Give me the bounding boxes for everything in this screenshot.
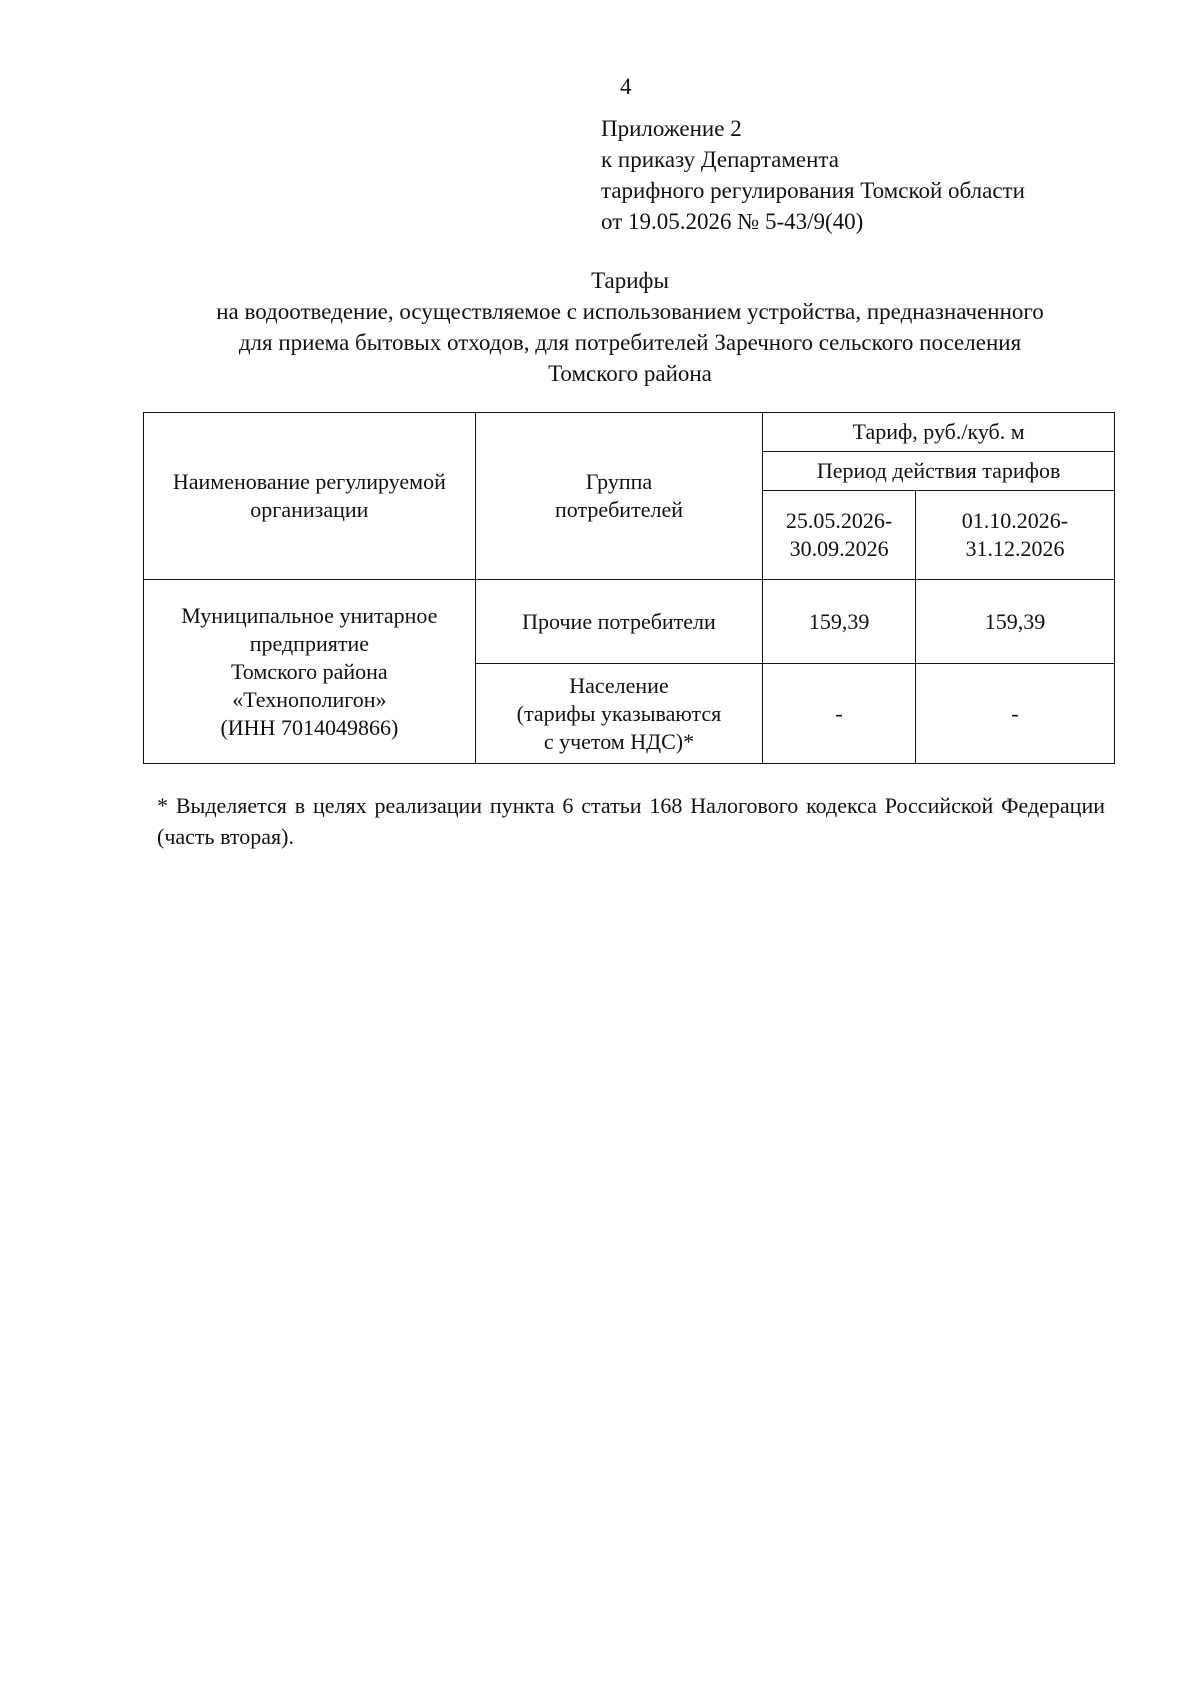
header-organization-line-1: Наименование регулируемой bbox=[172, 469, 446, 494]
consumer-group-note-1: (тарифы указываются bbox=[516, 700, 722, 726]
header-organization bbox=[144, 413, 476, 580]
organization-inn: (ИНН 7014049866) bbox=[220, 714, 399, 740]
period-2-end: 31.12.2026 bbox=[965, 536, 1065, 561]
consumer-group-note-2: с учетом НДС)* bbox=[543, 728, 695, 754]
tariff-value-period-1: - bbox=[763, 664, 916, 764]
header-tariff: Тариф, руб./куб. м bbox=[763, 413, 1115, 452]
header-period: Период действия тарифов bbox=[763, 452, 1115, 491]
organization-line-1: Муниципальное унитарное bbox=[181, 602, 438, 628]
footnote: * Выделяется в целях реализации пункта 6 статьи 168 Налогового кодекса Российской Федерации (часть вторая). bbox=[157, 793, 1105, 849]
organization-line-4: «Технополигон» bbox=[232, 686, 387, 712]
appendix-order-ref: к приказу Департамента bbox=[601, 147, 839, 172]
page-number: 4 bbox=[620, 74, 632, 99]
title-line-1: на водоотведение, осуществляемое с использованием устройства, предназначенного bbox=[216, 299, 1044, 324]
consumer-group-other: Прочие потребители bbox=[522, 608, 716, 634]
table-header-row bbox=[144, 413, 1115, 452]
organization-cell bbox=[144, 580, 476, 764]
appendix-header bbox=[601, 113, 1025, 237]
period-1-start: 25.05.2026- bbox=[785, 508, 893, 533]
period-2-start: 01.10.2026- bbox=[961, 508, 1069, 533]
appendix-order-date: от 19.05.2026 № 5-43/9(40) bbox=[601, 209, 864, 234]
tariffs-table bbox=[143, 412, 1115, 764]
consumer-group-population: Население bbox=[569, 672, 669, 698]
table-row bbox=[144, 580, 1115, 664]
header-consumer-group bbox=[475, 413, 763, 580]
organization-line-3: Томского района bbox=[231, 658, 388, 684]
header-period-2 bbox=[915, 491, 1114, 580]
header-group-line-2: потребителей bbox=[554, 497, 683, 522]
period-1-end: 30.09.2026 bbox=[789, 536, 889, 561]
title-line-3: Томского района bbox=[548, 361, 712, 386]
consumer-group-cell bbox=[475, 580, 763, 664]
header-period-1 bbox=[763, 491, 916, 580]
appendix-department: тарифного регулирования Томской области bbox=[601, 178, 1025, 203]
tariff-value-period-1: 159,39 bbox=[763, 580, 916, 664]
tariff-value-period-2: - bbox=[915, 664, 1114, 764]
appendix-title: Приложение 2 bbox=[601, 116, 742, 141]
header-organization-line-2: организации bbox=[250, 497, 369, 522]
title-line-2: для приема бытовых отходов, для потребителей Заречного сельского поселения bbox=[238, 330, 1022, 355]
organization-line-2: предприятие bbox=[249, 630, 369, 656]
consumer-group-cell bbox=[475, 664, 763, 764]
document-title bbox=[140, 265, 1120, 389]
title-heading: Тарифы bbox=[591, 268, 669, 293]
header-group-line-1: Группа bbox=[585, 469, 653, 494]
tariff-value-period-2: 159,39 bbox=[915, 580, 1114, 664]
